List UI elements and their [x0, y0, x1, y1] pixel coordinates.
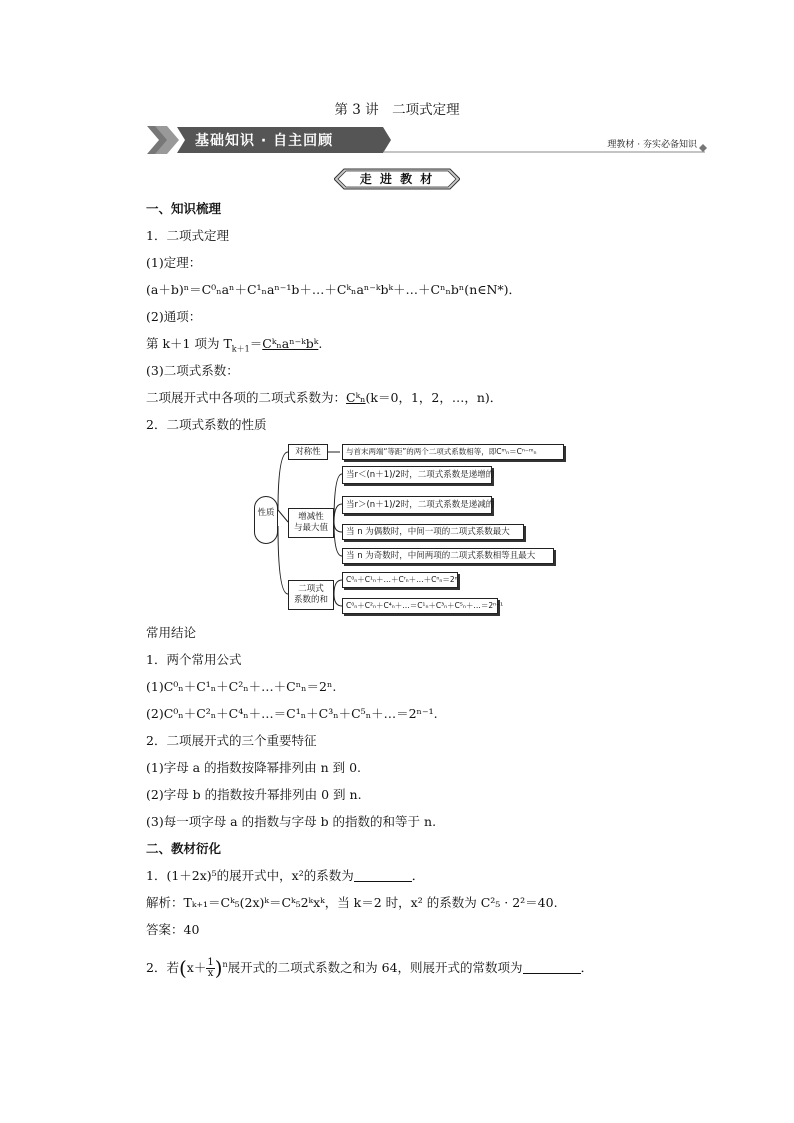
q2-exponent: n	[222, 960, 228, 969]
leaf-odd: 当 n 为奇数时，中间两项的二项式系数相等且最大	[342, 548, 554, 564]
general-term-eq: ＝	[249, 336, 263, 351]
leaf-increasing: 当r＜(n＋1)/2时，二项式系数是递增的	[342, 466, 492, 484]
q1-solution: 解析：Tₖ₊₁＝Cᵏ₅(2x)ᵏ＝Cᵏ₅2ᵏxᵏ，当 k＝2 时，x² 的系数为 C²₅ · 2²＝40.	[146, 895, 558, 910]
q1-answer: 答案：40	[146, 922, 200, 937]
feature-3: (3)每一项字母 a 的指数与字母 b 的指数的和等于 n.	[146, 814, 437, 829]
coef-suffix: (k＝0，1，2，…，n)．	[365, 390, 503, 405]
subheading-theorem: 1．二项式定理	[146, 228, 229, 243]
coef-prefix: 二项展开式中各项的二项式系数为：	[146, 390, 347, 405]
banner-left-text: 基础知识 · 自主回顾	[195, 133, 334, 149]
branch-monotonic: 增减性 与最大值	[288, 508, 334, 538]
features-heading: 2．二项展开式的三个重要特征	[146, 733, 317, 748]
section-heading-1: 一、知识梳理	[146, 201, 222, 216]
leaf-symmetry: 与首末两端“等距”的两个二项式系数相等，即Cᵐₙ＝Cⁿ⁻ᵐₙ	[342, 444, 564, 460]
general-term-value: Cᵏₙaⁿ⁻ᵏbᵏ	[262, 336, 319, 351]
section-banner	[147, 126, 709, 154]
common-formula-2: (2)C⁰ₙ＋C²ₙ＋C⁴ₙ＋…＝C¹ₙ＋C³ₙ＋C⁵ₙ＋…＝2ⁿ⁻¹.	[146, 706, 438, 721]
leaf-sum-all: C⁰ₙ＋C¹ₙ＋…＋Cʳₙ＋…＋Cⁿₙ＝2ⁿ	[342, 572, 458, 588]
q2-frac-num: 1	[207, 957, 214, 969]
subbanner	[334, 168, 460, 190]
common-formulas-heading: 1．两个常用公式	[146, 652, 242, 667]
diagram-root: 性质	[254, 496, 278, 544]
item-coef-label: (3)二项式系数：	[146, 363, 239, 378]
coef-value: Cᵏₙ	[346, 390, 366, 405]
subbanner-text: 走 进 教 材	[359, 172, 435, 186]
item-theorem-label: (1)定理：	[146, 255, 202, 270]
leaf-decreasing: 当r＞(n＋1)/2时，二项式系数是递减的	[342, 496, 492, 514]
general-term-sub: k＋1	[231, 344, 250, 354]
q2-end: ．	[580, 960, 594, 976]
common-heading: 常用结论	[146, 625, 197, 640]
q1-end: ．	[411, 868, 425, 883]
leaf-sum-odd-even: C⁰ₙ＋C²ₙ＋C⁴ₙ＋…＝C¹ₙ＋C³ₙ＋C⁵ₙ＋…＝2ⁿ⁻¹	[342, 598, 498, 614]
q2-paren-open: (	[178, 956, 187, 981]
q2-expr: x＋	[186, 960, 207, 976]
q2-fraction	[206, 958, 214, 979]
page-title: 第 3 讲 二项式定理	[334, 102, 460, 118]
general-term-end: .	[318, 336, 323, 351]
branch-symmetry: 对称性	[288, 444, 328, 460]
banner-right-text: 理教材 · 夯实必备知识	[607, 140, 697, 150]
question-2	[146, 956, 593, 979]
leaf-even: 当 n 为偶数时，中间一项的二项式系数最大	[342, 524, 524, 540]
q2-paren-close: )	[214, 956, 223, 981]
feature-1: (1)字母 a 的指数按降幂排列由 n 到 0.	[146, 760, 362, 775]
q2-prefix: 2．若	[146, 960, 179, 976]
subheading-properties: 2．二项式系数的性质	[146, 417, 267, 432]
branch-sum: 二项式 系数的和	[288, 580, 334, 610]
feature-2: (2)字母 b 的指数按升幂排列由 0 到 n.	[146, 787, 362, 802]
q2-answer-blank	[523, 961, 581, 974]
q1-text: 1．(1＋2x)⁵的展开式中，x²的系数为	[146, 868, 354, 883]
coef-line	[146, 389, 502, 407]
q1-answer-blank	[354, 869, 412, 882]
general-term-prefix: 第 k＋1 项为 T	[146, 336, 232, 351]
general-term-line	[146, 335, 322, 359]
section-heading-2: 二、教材衍化	[146, 841, 222, 856]
properties-diagram	[248, 440, 568, 618]
item-general-term-label: (2)通项：	[146, 309, 202, 324]
q2-frac-den: x	[207, 968, 214, 980]
common-formula-1: (1)C⁰ₙ＋C¹ₙ＋C²ₙ＋…＋Cⁿₙ＝2ⁿ.	[146, 679, 337, 694]
formula-theorem: (a＋b)ⁿ＝C⁰ₙaⁿ＋C¹ₙaⁿ⁻¹b＋…＋Cᵏₙaⁿ⁻ᵏbᵏ＋…＋Cⁿₙbⁿ(n∈N*)．	[146, 282, 522, 297]
question-1	[146, 867, 424, 885]
q2-suffix: 展开式的二项式系数之和为 64，则展开式的常数项为	[227, 960, 523, 976]
